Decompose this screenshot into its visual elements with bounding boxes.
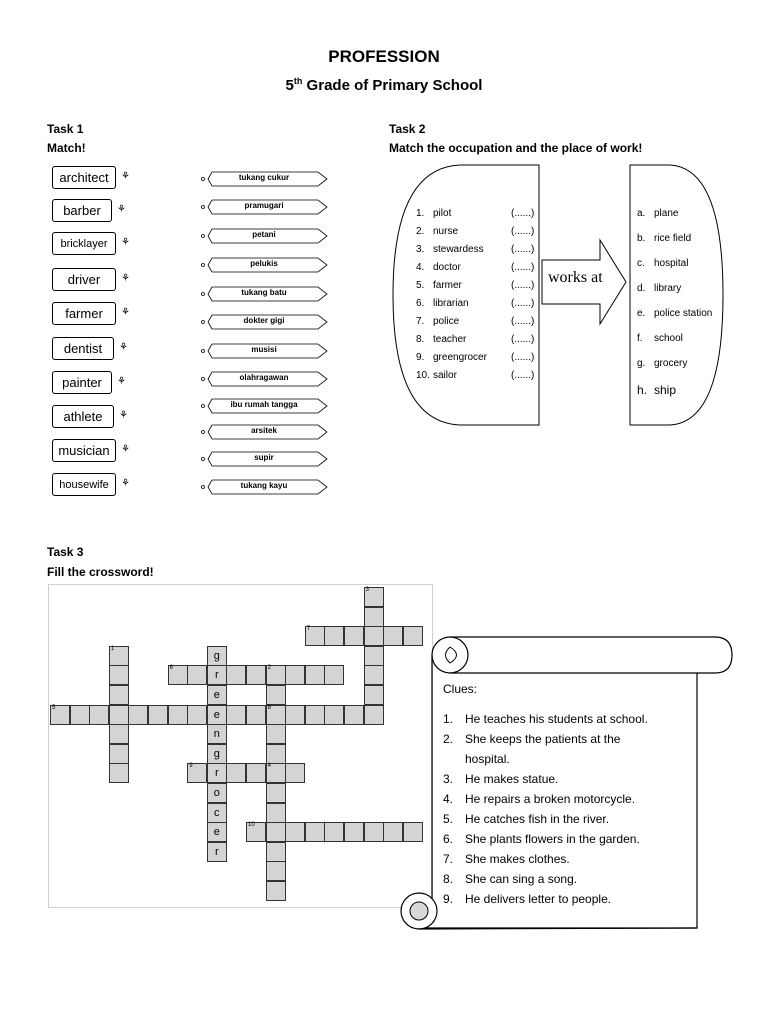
- task1-option-label: dokter gigi: [243, 316, 285, 325]
- connector-dot-icon[interactable]: ⚘: [121, 444, 130, 455]
- place-name: school: [654, 333, 683, 344]
- occupation-number: 7.: [416, 316, 425, 327]
- crossword-cell[interactable]: [207, 822, 227, 842]
- task2-label: Task 2: [389, 122, 426, 136]
- crossword-cell[interactable]: [344, 705, 364, 725]
- task1-option-label: petani: [252, 230, 276, 239]
- task1-option-label: musisi: [251, 345, 277, 354]
- crossword-cell[interactable]: [266, 724, 286, 744]
- works-at-label: works at: [548, 269, 603, 286]
- place-letter: c.: [637, 258, 645, 269]
- clue-number: 8.: [443, 872, 454, 886]
- occupation-number: 9.: [416, 352, 425, 363]
- place-name: rice field: [654, 233, 692, 244]
- task1-word-9[interactable]: housewife: [52, 473, 116, 496]
- place-name: ship: [654, 383, 677, 397]
- task1-option-label: olahragawan: [239, 373, 289, 382]
- task1-option-11[interactable]: [200, 479, 330, 495]
- clue-number: 3.: [443, 772, 454, 786]
- crossword-cell[interactable]: [266, 744, 286, 764]
- connector-dot-icon[interactable]: ⚘: [121, 478, 130, 489]
- occupation-name: greengrocer: [433, 352, 487, 363]
- crossword-cell-letter: n: [213, 728, 220, 741]
- crossword-cell[interactable]: [109, 705, 129, 725]
- crossword-cell[interactable]: [207, 724, 227, 744]
- crossword-cell[interactable]: [226, 665, 246, 685]
- clue-number: 4.: [443, 792, 454, 806]
- crossword-cell[interactable]: [364, 626, 384, 646]
- occupation-name: stewardess: [433, 244, 484, 255]
- crossword-cell-number: 8: [267, 704, 271, 711]
- connector-dot-icon[interactable]: ⚘: [121, 171, 130, 182]
- crossword-cell-number: 5: [52, 704, 56, 711]
- occupation-name: pilot: [433, 208, 452, 219]
- task1-word-8[interactable]: musician: [52, 439, 116, 462]
- crossword-cell[interactable]: [246, 763, 266, 783]
- crossword-cell[interactable]: [109, 685, 129, 705]
- occupation-name: doctor: [433, 262, 461, 273]
- crossword-cell-number: 4: [267, 763, 271, 770]
- crossword-cell[interactable]: [207, 803, 227, 823]
- page-subtitle: [0, 76, 768, 94]
- task1-option-label: ibu rumah tangga: [230, 400, 298, 409]
- occupation-name: sailor: [433, 370, 457, 381]
- place-name: hospital: [654, 258, 689, 269]
- crossword-cell[interactable]: [364, 665, 384, 685]
- subtitle-superscript: th: [293, 76, 303, 86]
- crossword-cell[interactable]: [187, 705, 207, 725]
- crossword-cell[interactable]: [364, 685, 384, 705]
- connector-dot-icon[interactable]: ⚘: [121, 273, 130, 284]
- task1-word-2[interactable]: bricklayer: [52, 232, 116, 255]
- place-letter: b.: [637, 233, 646, 244]
- occupation-blank: (......): [511, 208, 535, 219]
- task1-word-1[interactable]: barber: [52, 199, 112, 222]
- task1-option-0[interactable]: [200, 171, 330, 187]
- crossword-cell-letter: e: [213, 826, 220, 839]
- task1-option-label: pramugari: [244, 201, 284, 210]
- crossword-cell[interactable]: [168, 665, 188, 685]
- crossword-cell[interactable]: [266, 861, 286, 881]
- crossword-cell[interactable]: [226, 705, 246, 725]
- occupation-blank: (......): [511, 226, 535, 237]
- task1-word-5[interactable]: dentist: [52, 337, 114, 360]
- crossword-cell[interactable]: [266, 783, 286, 803]
- task2-instruction: Match the occupation and the place of work!: [389, 141, 643, 155]
- crossword-cell[interactable]: [324, 822, 344, 842]
- clue-text: He makes statue.: [465, 772, 559, 786]
- place-name: grocery: [654, 358, 688, 369]
- crossword-cell-number: 3: [365, 587, 369, 593]
- crossword-cell-letter: e: [213, 708, 220, 721]
- crossword-cell[interactable]: [305, 665, 325, 685]
- crossword-cell[interactable]: [305, 822, 325, 842]
- occupation-blank: (......): [511, 262, 535, 273]
- task1-option-6[interactable]: [200, 343, 330, 359]
- crossword-cell-number: 1: [110, 645, 115, 652]
- crossword-cell[interactable]: [207, 665, 227, 685]
- crossword-cell[interactable]: [109, 665, 129, 685]
- occupation-name: teacher: [433, 334, 467, 345]
- occupation-name: nurse: [433, 226, 459, 237]
- crossword-cell[interactable]: [207, 646, 227, 666]
- crossword-cell-letter: e: [213, 689, 220, 701]
- crossword-cell[interactable]: [364, 822, 384, 842]
- crossword-cell[interactable]: [266, 665, 286, 685]
- page-title: PROFESSION: [328, 47, 440, 66]
- occupation-number: 8.: [416, 334, 425, 345]
- crossword-cell-number: 6: [169, 665, 173, 672]
- occupation-blank: (......): [511, 334, 535, 345]
- connector-dot-icon[interactable]: ⚘: [119, 410, 128, 421]
- task1-option-4[interactable]: [200, 286, 330, 302]
- task1-instruction: Match!: [47, 141, 86, 155]
- task1-word-4[interactable]: farmer: [52, 302, 116, 325]
- crossword-cell[interactable]: [305, 705, 325, 725]
- crossword-cell-letter: g: [213, 747, 220, 760]
- task3-label: Task 3: [47, 545, 84, 559]
- crossword-cell-letter: c: [214, 806, 220, 819]
- crossword-cell[interactable]: [285, 705, 305, 725]
- crossword-cell-letter: g: [213, 649, 220, 662]
- subtitle-number: 5: [285, 77, 294, 94]
- crossword-cell[interactable]: [246, 822, 266, 842]
- clue-text: He catches fish in the river.: [465, 812, 610, 826]
- connector-dot-icon[interactable]: ⚘: [121, 237, 130, 248]
- place-letter: d.: [637, 283, 646, 294]
- crossword-cell[interactable]: [285, 665, 305, 685]
- clue-text: She plants flowers in the garden.: [465, 832, 640, 846]
- clue-text: He repairs a broken motorcycle.: [465, 792, 636, 806]
- crossword-cell[interactable]: [344, 626, 364, 646]
- clue-text: She makes clothes.: [465, 852, 570, 866]
- crossword-cell[interactable]: [305, 626, 325, 646]
- clues-title: Clues:: [443, 682, 478, 696]
- crossword-cell[interactable]: [246, 705, 266, 725]
- place-name: plane: [654, 208, 679, 219]
- crossword-cell[interactable]: [266, 881, 286, 901]
- occupation-number: 1.: [416, 208, 425, 219]
- task1-option-7[interactable]: [200, 371, 330, 387]
- task1-option-label: supir: [254, 453, 274, 462]
- crossword-cell[interactable]: [128, 705, 148, 725]
- connector-dot-icon[interactable]: ⚘: [119, 342, 128, 353]
- task3-instruction: Fill the crossword!: [47, 565, 154, 579]
- crossword-cell[interactable]: [324, 626, 344, 646]
- occupation-name: librarian: [433, 298, 469, 309]
- crossword-cell[interactable]: [285, 822, 305, 842]
- subtitle-text: Grade of Primary School: [302, 77, 483, 94]
- crossword-cell[interactable]: [266, 842, 286, 862]
- crossword-cell[interactable]: [285, 763, 305, 783]
- crossword-cell[interactable]: [89, 705, 109, 725]
- clue-number: 6.: [443, 832, 454, 846]
- crossword-cell[interactable]: [50, 705, 70, 725]
- occupation-number: 10.: [416, 370, 430, 381]
- task1-word-6[interactable]: painter: [52, 371, 112, 394]
- occupation-blank: (......): [511, 316, 535, 327]
- crossword-cell[interactable]: [364, 646, 384, 666]
- crossword-cell[interactable]: [246, 665, 266, 685]
- occupation-number: 5.: [416, 280, 425, 291]
- crossword-cell[interactable]: [207, 744, 227, 764]
- crossword-cell[interactable]: [148, 705, 168, 725]
- occupation-blank: (......): [511, 298, 535, 309]
- task1-option-label: arsitek: [251, 426, 277, 435]
- occupation-number: 6.: [416, 298, 425, 309]
- task1-option-label: tukang batu: [241, 288, 287, 297]
- clue-text: She keeps the patients at the: [465, 732, 621, 746]
- occupation-number: 4.: [416, 262, 425, 273]
- occupation-blank: (......): [511, 370, 535, 381]
- clue-number: 7.: [443, 852, 454, 866]
- crossword-cell[interactable]: [207, 842, 227, 862]
- place-letter: g.: [637, 358, 646, 369]
- place-letter: e.: [637, 308, 646, 319]
- crossword-cell-letter: r: [214, 845, 219, 858]
- task1-option-label: tukang cukur: [238, 173, 290, 182]
- place-letter: h.: [637, 383, 648, 397]
- crossword-cell[interactable]: [266, 822, 286, 842]
- crossword-cell[interactable]: [70, 705, 90, 725]
- crossword-cell[interactable]: [364, 607, 384, 627]
- crossword-cell[interactable]: [109, 724, 129, 744]
- clue-text: hospital.: [465, 752, 510, 766]
- place-letter: a.: [637, 208, 646, 219]
- occupation-name: farmer: [433, 280, 462, 291]
- occupation-blank: (......): [511, 352, 535, 363]
- crossword-cell-letter: r: [214, 669, 219, 682]
- crossword-cell[interactable]: [207, 685, 227, 705]
- task1-option-label: tukang kayu: [240, 481, 288, 490]
- crossword-cell-number: 7: [306, 626, 311, 633]
- crossword-cell-letter: o: [213, 787, 220, 799]
- place-letter: f.: [637, 333, 643, 344]
- clue-number: 1.: [443, 712, 454, 726]
- clue-text: He teaches his students at school.: [465, 712, 648, 726]
- crossword-cell[interactable]: [109, 763, 129, 783]
- occupation-blank: (......): [511, 280, 535, 291]
- crossword-cell[interactable]: [266, 685, 286, 705]
- task1-option-8[interactable]: [200, 398, 330, 414]
- crossword-cell[interactable]: [109, 646, 129, 666]
- crossword-cell[interactable]: [364, 587, 384, 607]
- occupation-name: police: [433, 316, 460, 327]
- connector-dot-icon[interactable]: ⚘: [117, 204, 126, 215]
- occupation-blank: (......): [511, 244, 535, 255]
- crossword-cell[interactable]: [226, 763, 246, 783]
- task1-option-label: pelukis: [250, 259, 278, 268]
- crossword-cell[interactable]: [266, 803, 286, 823]
- task1-option-10[interactable]: [200, 451, 330, 467]
- task1-word-3[interactable]: driver: [52, 268, 116, 291]
- crossword-cell[interactable]: [187, 665, 207, 685]
- crossword-cell[interactable]: [364, 705, 384, 725]
- crossword-cell[interactable]: [187, 763, 207, 783]
- task1-option-3[interactable]: [200, 257, 330, 273]
- occupation-number: 3.: [416, 244, 425, 255]
- crossword-cell[interactable]: [266, 763, 286, 783]
- crossword-cell[interactable]: [207, 705, 227, 725]
- clue-text: She can sing a song.: [465, 872, 578, 886]
- place-name: library: [654, 283, 682, 294]
- place-name: police station: [654, 308, 713, 319]
- clue-number: 5.: [443, 812, 454, 826]
- clue-number: 9.: [443, 892, 454, 906]
- crossword-cell[interactable]: [109, 744, 129, 764]
- clue-number: 2.: [443, 732, 454, 746]
- task1-option-5[interactable]: [200, 314, 330, 330]
- task1-label: Task 1: [47, 122, 84, 136]
- crossword-cell[interactable]: [324, 705, 344, 725]
- crossword-cell[interactable]: [344, 822, 364, 842]
- crossword-cell[interactable]: [207, 763, 227, 783]
- occupation-number: 2.: [416, 226, 425, 237]
- crossword-cell[interactable]: [324, 665, 344, 685]
- task2-diagram: [385, 160, 730, 430]
- crossword-cell[interactable]: [168, 705, 188, 725]
- crossword-cell-number: 2: [267, 665, 271, 672]
- crossword-cell-number: 9: [189, 763, 193, 770]
- task1-option-9[interactable]: [200, 424, 330, 440]
- crossword-cell-letter: r: [214, 767, 219, 780]
- connector-dot-icon[interactable]: ⚘: [121, 307, 130, 318]
- occupation-panel: [393, 165, 539, 425]
- crossword-cell[interactable]: [266, 705, 286, 725]
- clue-text: He delivers letter to people.: [465, 892, 612, 906]
- task1-option-2[interactable]: [200, 228, 330, 244]
- task1-word-7[interactable]: athlete: [52, 405, 114, 428]
- crossword-cell-number: 10: [248, 822, 255, 829]
- connector-dot-icon[interactable]: ⚘: [117, 376, 126, 387]
- crossword-cell[interactable]: [207, 783, 227, 803]
- task1-option-1[interactable]: [200, 199, 330, 215]
- task1-word-0[interactable]: architect: [52, 166, 116, 189]
